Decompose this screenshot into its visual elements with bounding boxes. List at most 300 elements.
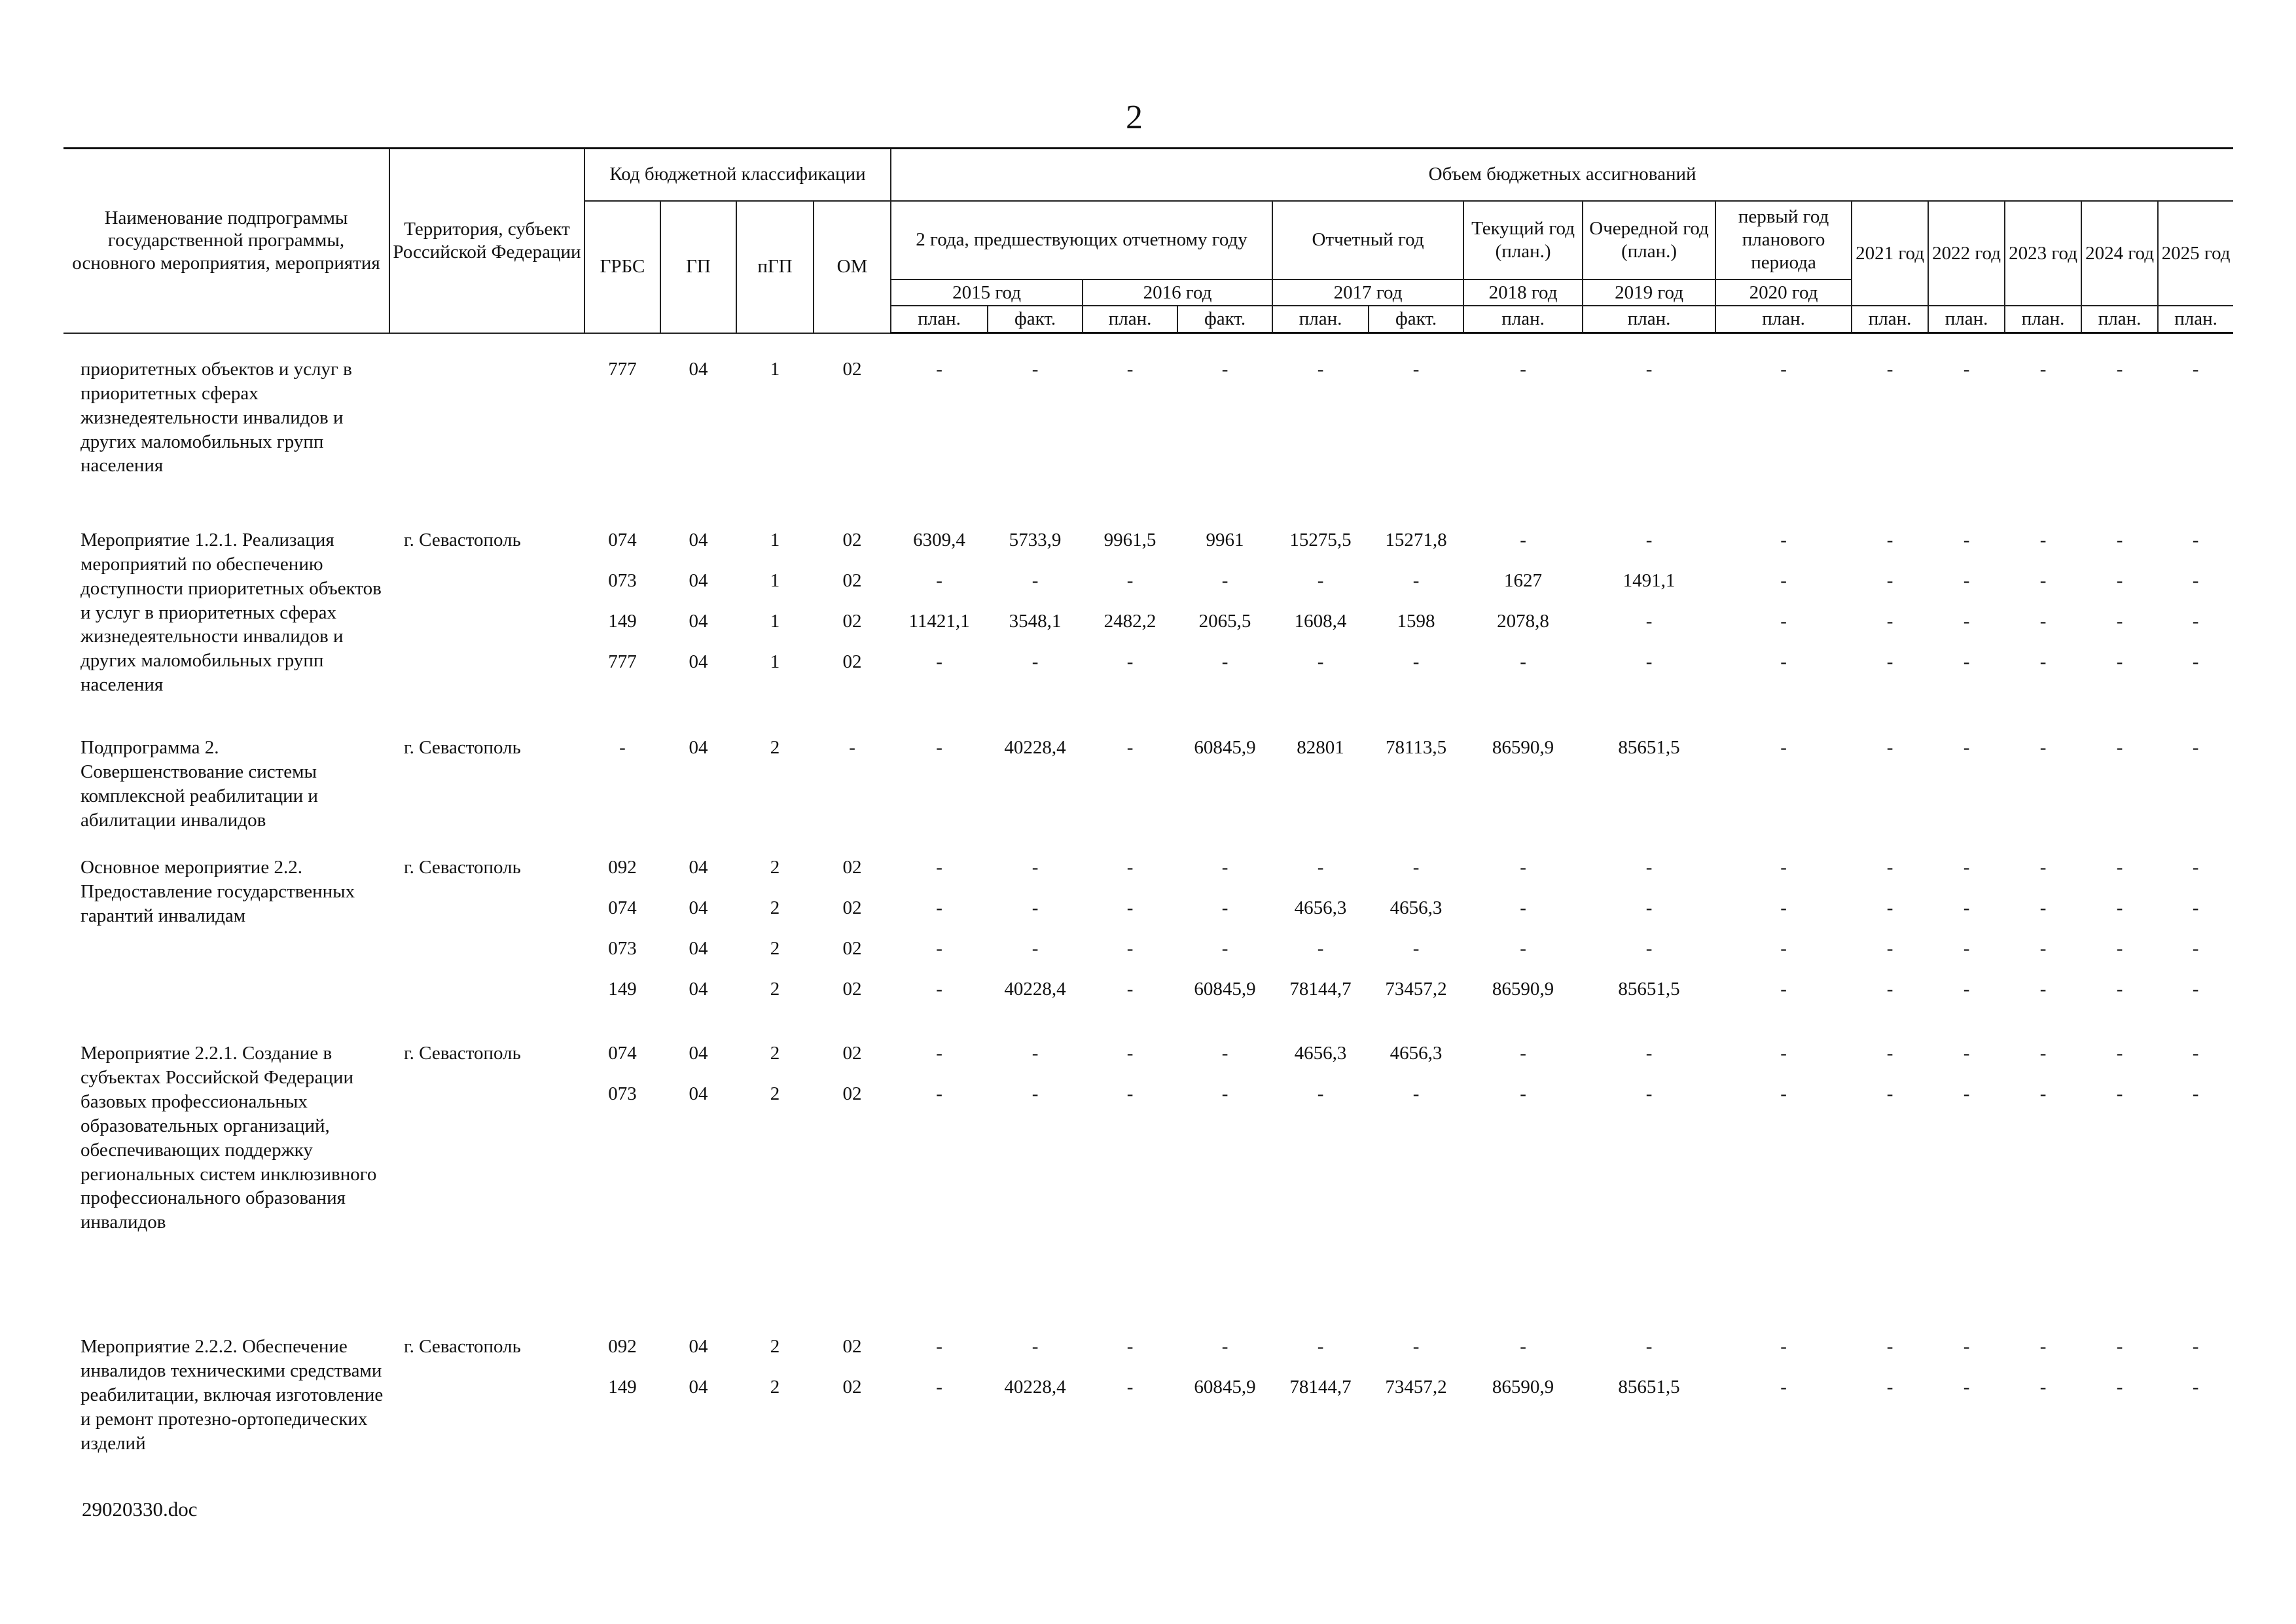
value-cell: - — [2039, 570, 2047, 592]
value-cell: - — [2039, 1043, 2047, 1064]
value-cell: - — [2116, 530, 2123, 551]
value-cell: - — [1031, 938, 1039, 960]
table-row — [63, 528, 2233, 569]
table-row — [63, 1041, 2233, 1082]
value-cell: - — [936, 897, 942, 919]
value-cell: - — [2116, 737, 2123, 759]
header-fact: факт. — [1369, 306, 1463, 333]
value-cell: - — [2192, 1043, 2199, 1064]
value-cell: 15271,8 — [1385, 530, 1447, 551]
value-cell: - — [2039, 737, 2047, 759]
value-cell: - — [1780, 938, 1787, 960]
separator-row — [63, 712, 2233, 736]
code-om: 02 — [842, 897, 862, 919]
code-om: 02 — [842, 1336, 862, 1358]
value-cell: 9961,5 — [1103, 530, 1157, 551]
value-cell: - — [1317, 1336, 1324, 1358]
value-cell: - — [2039, 938, 2047, 960]
table-header — [63, 149, 2233, 333]
value-cell: - — [1645, 857, 1653, 878]
code-om: 02 — [842, 651, 862, 673]
value-cell: - — [2116, 359, 2123, 380]
separator-row — [63, 1018, 2233, 1041]
code-gp: 04 — [689, 359, 708, 380]
value-cell: - — [1780, 530, 1787, 551]
code-pgp: 2 — [770, 1336, 780, 1358]
header-current-year: Текущий год (план.) — [1463, 201, 1583, 280]
value-cell: - — [1520, 857, 1526, 878]
value-cell: - — [1886, 359, 1893, 380]
value-cell: 78113,5 — [1385, 737, 1447, 759]
value-cell: - — [1317, 857, 1324, 878]
code-om: 02 — [842, 530, 862, 551]
header-plan: план. — [1715, 306, 1852, 333]
header-year-2018: 2018 год — [1463, 280, 1583, 306]
separator-cell — [63, 1513, 2233, 1536]
value-cell: - — [2192, 897, 2199, 919]
header-code-group: Код бюджетной классификации — [584, 149, 891, 201]
value-cell: - — [936, 570, 942, 592]
value-cell: 40228,4 — [1004, 1377, 1066, 1398]
code-pgp: 2 — [770, 938, 780, 960]
value-cell: 4656,3 — [1390, 1043, 1443, 1064]
value-cell: - — [1886, 938, 1893, 960]
value-cell: - — [1317, 651, 1324, 673]
value-cell: - — [2116, 1336, 2123, 1358]
header-plan: план. — [2158, 306, 2233, 333]
value-cell: - — [1963, 979, 1970, 1000]
value-cell: - — [1412, 857, 1420, 878]
value-cell: - — [1645, 1083, 1653, 1105]
value-cell: 85651,5 — [1618, 979, 1680, 1000]
header-plan: план. — [1463, 306, 1583, 333]
code-gp: 04 — [689, 979, 708, 1000]
header-grbs: ГРБС — [584, 201, 660, 333]
header-om: ОМ — [814, 201, 891, 333]
value-cell: - — [2039, 1083, 2047, 1105]
value-cell: - — [2192, 530, 2199, 551]
spacer-row — [63, 333, 2233, 358]
value-cell: - — [1126, 979, 1134, 1000]
value-cell: - — [936, 979, 942, 1000]
value-cell: 40228,4 — [1004, 737, 1066, 759]
value-cell: 86590,9 — [1492, 1377, 1554, 1398]
code-gp: 04 — [689, 737, 708, 759]
value-cell: - — [1520, 359, 1526, 380]
code-pgp: 1 — [770, 570, 780, 592]
value-cell: - — [1126, 1043, 1134, 1064]
row-territory: г. Севастополь — [404, 857, 521, 878]
code-om: 02 — [842, 938, 862, 960]
value-cell: 2065,5 — [1198, 611, 1251, 632]
value-cell: 11421,1 — [908, 611, 970, 632]
value-cell: - — [2039, 1336, 2047, 1358]
value-cell: - — [1963, 938, 1970, 960]
code-grbs: - — [619, 737, 626, 759]
code-pgp: 2 — [770, 1377, 780, 1398]
code-om: 02 — [842, 359, 862, 380]
separator-cell — [63, 832, 2233, 856]
spacer-cell — [63, 333, 2233, 358]
separator-cell — [63, 712, 2233, 736]
code-pgp: 2 — [770, 979, 780, 1000]
value-cell: - — [2039, 651, 2047, 673]
footer-filename: 29020330.doc — [82, 1498, 198, 1521]
value-cell: 86590,9 — [1492, 737, 1554, 759]
value-cell: - — [1963, 570, 1970, 592]
value-cell: 3548,1 — [1009, 611, 1062, 632]
value-cell: - — [2039, 611, 2047, 632]
value-cell: - — [1645, 1043, 1653, 1064]
code-pgp: 1 — [770, 611, 780, 632]
value-cell: 82801 — [1297, 737, 1344, 759]
value-cell: - — [1520, 651, 1526, 673]
budget-table-sheet — [63, 147, 2233, 1536]
value-cell: - — [1412, 359, 1420, 380]
header-plan: план. — [1852, 306, 1928, 333]
value-cell: - — [1780, 979, 1787, 1000]
value-cell: - — [936, 737, 942, 759]
value-cell: - — [2039, 1377, 2047, 1398]
header-plan: план. — [2081, 306, 2158, 333]
value-cell: - — [1886, 857, 1893, 878]
row-name: Мероприятие 2.2.1. Создание в субъектах Российской Федерации базовых профессиональных образовательных организаций, обеспечивающих поддержку региональных систем инклюзивного профессионального образования инвалидов — [81, 1043, 377, 1233]
header-year-2023: 2023 год — [2005, 201, 2081, 306]
value-cell: - — [1520, 1336, 1526, 1358]
value-cell: - — [1645, 938, 1653, 960]
value-cell: - — [1780, 1043, 1787, 1064]
value-cell: 78144,7 — [1289, 979, 1352, 1000]
table-body — [63, 333, 2233, 1537]
code-pgp: 2 — [770, 857, 780, 878]
value-cell: - — [2039, 897, 2047, 919]
header-plan: план. — [891, 306, 988, 333]
row-name: приоритетных объектов и услуг в приоритетных сферах жизнедеятельности инвалидов и других маломобильных групп населения — [81, 359, 352, 477]
code-pgp: 1 — [770, 359, 780, 380]
value-cell: - — [1886, 737, 1893, 759]
code-gp: 04 — [689, 530, 708, 551]
table-row — [63, 357, 2233, 505]
code-pgp: 1 — [770, 651, 780, 673]
value-cell: - — [1412, 651, 1420, 673]
value-cell: - — [1412, 1336, 1420, 1358]
value-cell: - — [2192, 857, 2199, 878]
value-cell: 4656,3 — [1294, 1043, 1347, 1064]
header-year-2019: 2019 год — [1583, 280, 1715, 306]
value-cell: - — [1412, 570, 1420, 592]
value-cell: 60845,9 — [1194, 737, 1256, 759]
value-cell: - — [1412, 938, 1420, 960]
row-name: Основное мероприятие 2.2. Предоставление государственных гарантий инвалидам — [81, 857, 355, 927]
value-cell: - — [1317, 359, 1324, 380]
separator-cell — [63, 1018, 2233, 1041]
value-cell: - — [1645, 359, 1653, 380]
value-cell: - — [1221, 1336, 1229, 1358]
value-cell: - — [2192, 737, 2199, 759]
value-cell: - — [936, 359, 942, 380]
value-cell: - — [1317, 1083, 1324, 1105]
code-grbs: 074 — [608, 897, 637, 919]
value-cell: - — [2192, 570, 2199, 592]
value-cell: - — [1031, 897, 1039, 919]
code-gp: 04 — [689, 1083, 708, 1105]
code-gp: 04 — [689, 570, 708, 592]
header-year-2021: 2021 год — [1852, 201, 1928, 306]
code-om: 02 — [842, 570, 862, 592]
value-cell: - — [1780, 570, 1787, 592]
code-grbs: 777 — [608, 651, 637, 673]
value-cell: - — [1031, 359, 1039, 380]
row-territory — [389, 357, 584, 505]
value-cell: - — [2116, 1043, 2123, 1064]
value-cell: - — [2116, 938, 2123, 960]
header-fact: факт. — [988, 306, 1083, 333]
header-year-2025: 2025 год — [2158, 201, 2233, 306]
value-cell: - — [1963, 1043, 1970, 1064]
value-cell: 6309,4 — [913, 530, 965, 551]
value-cell: - — [1886, 570, 1893, 592]
value-cell: - — [1886, 1043, 1893, 1064]
row-name: Мероприятие 1.2.1. Реализация мероприятий по обеспечению доступности приоритетных объектов и услуг в приоритетных сферах жизнедеятельности инвалидов и других маломобильных групп населения — [81, 530, 382, 696]
header-name: Наименование подпрограммы государственной программы, основного мероприятия, мероприятия — [63, 149, 389, 333]
value-cell: 40228,4 — [1004, 979, 1066, 1000]
value-cell: - — [1126, 737, 1134, 759]
code-grbs: 149 — [608, 1377, 637, 1398]
value-cell: - — [1221, 359, 1229, 380]
value-cell: - — [2116, 1083, 2123, 1105]
header-volume: Объем бюджетных ассигнований — [891, 149, 2233, 201]
value-cell: - — [1780, 611, 1787, 632]
value-cell: - — [2192, 979, 2199, 1000]
value-cell: - — [1126, 359, 1134, 380]
code-grbs: 092 — [608, 1336, 637, 1358]
code-grbs: 074 — [608, 1043, 637, 1064]
code-grbs: 073 — [608, 938, 637, 960]
code-pgp: 2 — [770, 1083, 780, 1105]
value-cell: - — [2039, 979, 2047, 1000]
separator-row — [63, 1311, 2233, 1335]
code-om: - — [849, 737, 855, 759]
value-cell: - — [1221, 938, 1229, 960]
value-cell: - — [2116, 979, 2123, 1000]
value-cell: 85651,5 — [1618, 1377, 1680, 1398]
table-row — [63, 736, 2233, 832]
value-cell: - — [1412, 1083, 1420, 1105]
value-cell: - — [1886, 1336, 1893, 1358]
value-cell: - — [1126, 1336, 1134, 1358]
value-cell: - — [1963, 897, 1970, 919]
value-cell: 85651,5 — [1618, 737, 1680, 759]
code-gp: 04 — [689, 1336, 708, 1358]
value-cell: 15275,5 — [1289, 530, 1352, 551]
header-plan: план. — [1928, 306, 2005, 333]
value-cell: - — [1886, 897, 1893, 919]
value-cell: - — [1126, 570, 1134, 592]
value-cell: 1491,1 — [1623, 570, 1676, 592]
value-cell: - — [936, 651, 942, 673]
code-gp: 04 — [689, 897, 708, 919]
value-cell: - — [2116, 857, 2123, 878]
value-cell: - — [1317, 938, 1324, 960]
code-om: 02 — [842, 979, 862, 1000]
code-grbs: 073 — [608, 570, 637, 592]
header-year-2022: 2022 год — [1928, 201, 2005, 306]
separator-cell — [63, 1311, 2233, 1335]
code-om: 02 — [842, 857, 862, 878]
value-cell: - — [1963, 611, 1970, 632]
row-territory: г. Севастополь — [404, 737, 521, 759]
value-cell: 1598 — [1397, 611, 1435, 632]
value-cell: - — [1780, 359, 1787, 380]
code-gp: 04 — [689, 1377, 708, 1398]
header-fact: факт. — [1177, 306, 1272, 333]
value-cell: - — [1780, 897, 1787, 919]
value-cell: 4656,3 — [1294, 897, 1347, 919]
value-cell: - — [936, 1336, 942, 1358]
value-cell: - — [1126, 897, 1134, 919]
value-cell: - — [1031, 1043, 1039, 1064]
value-cell: 2482,2 — [1103, 611, 1157, 632]
code-pgp: 2 — [770, 1043, 780, 1064]
value-cell: - — [1963, 651, 1970, 673]
header-next-year: Очередной год (план.) — [1583, 201, 1715, 280]
value-cell: - — [1126, 1377, 1134, 1398]
value-cell: - — [1520, 938, 1526, 960]
value-cell: 1627 — [1504, 570, 1543, 592]
row-territory: г. Севастополь — [404, 530, 521, 551]
header-plan: план. — [1083, 306, 1177, 333]
value-cell: - — [1780, 1336, 1787, 1358]
value-cell: - — [1886, 530, 1893, 551]
code-om: 02 — [842, 1043, 862, 1064]
code-om: 02 — [842, 1083, 862, 1105]
value-cell: - — [2116, 651, 2123, 673]
value-cell: - — [1963, 1336, 1970, 1358]
value-cell: 86590,9 — [1492, 979, 1554, 1000]
code-grbs: 073 — [608, 1083, 637, 1105]
code-grbs: 777 — [608, 359, 637, 380]
value-cell: - — [1520, 530, 1526, 551]
header-plan: план. — [2005, 306, 2081, 333]
value-cell: 9961 — [1206, 530, 1244, 551]
value-cell: - — [1963, 857, 1970, 878]
value-cell: - — [1317, 570, 1324, 592]
value-cell: - — [1031, 857, 1039, 878]
code-gp: 04 — [689, 857, 708, 878]
value-cell: 2078,8 — [1497, 611, 1549, 632]
value-cell: 78144,7 — [1289, 1377, 1352, 1398]
value-cell: - — [2039, 530, 2047, 551]
code-gp: 04 — [689, 1043, 708, 1064]
value-cell: - — [936, 857, 942, 878]
value-cell: - — [2039, 857, 2047, 878]
value-cell: - — [1031, 651, 1039, 673]
code-grbs: 149 — [608, 611, 637, 632]
value-cell: - — [2192, 1336, 2199, 1358]
code-grbs: 149 — [608, 979, 637, 1000]
value-cell: - — [1031, 1083, 1039, 1105]
header-plan: план. — [1583, 306, 1715, 333]
value-cell: - — [1886, 979, 1893, 1000]
row-name: Подпрограмма 2. Совершенствование системы комплексной реабилитации и абилитации инвалидов — [81, 737, 318, 831]
value-cell: - — [2192, 938, 2199, 960]
value-cell: - — [1963, 359, 1970, 380]
value-cell: - — [936, 1083, 942, 1105]
value-cell: - — [1520, 1043, 1526, 1064]
value-cell: 1608,4 — [1294, 611, 1347, 632]
code-gp: 04 — [689, 938, 708, 960]
value-cell: 73457,2 — [1385, 1377, 1447, 1398]
row-territory: г. Севастополь — [404, 1043, 521, 1064]
value-cell: 60845,9 — [1194, 1377, 1256, 1398]
table-row — [63, 856, 2233, 896]
header-gp: ГП — [660, 201, 736, 333]
page-number: 2 — [1126, 99, 1143, 136]
code-om: 02 — [842, 611, 862, 632]
value-cell: 60845,9 — [1194, 979, 1256, 1000]
value-cell: - — [1886, 651, 1893, 673]
code-pgp: 2 — [770, 897, 780, 919]
value-cell: - — [2039, 359, 2047, 380]
value-cell: - — [1221, 651, 1229, 673]
value-cell: - — [1780, 651, 1787, 673]
value-cell: - — [936, 1043, 942, 1064]
header-year-2024: 2024 год — [2081, 201, 2158, 306]
header-year-2015: 2015 год — [891, 280, 1083, 306]
header-year-2016: 2016 год — [1083, 280, 1272, 306]
value-cell: - — [1645, 530, 1653, 551]
value-cell: - — [2192, 1377, 2199, 1398]
value-cell: - — [2192, 1083, 2199, 1105]
row-territory: г. Севастополь — [404, 1336, 521, 1358]
value-cell: 73457,2 — [1385, 979, 1447, 1000]
value-cell: - — [1221, 1043, 1229, 1064]
value-cell: - — [1126, 1083, 1134, 1105]
row-name: Мероприятие 2.2.2. Обеспечение инвалидов техническими средствами реабилитации, включая изготовление и ремонт протезно-ортопедических изделий — [81, 1336, 384, 1454]
value-cell: - — [1126, 857, 1134, 878]
value-cell: - — [1645, 611, 1653, 632]
value-cell: - — [1520, 897, 1526, 919]
value-cell: - — [1780, 857, 1787, 878]
value-cell: - — [2192, 651, 2199, 673]
separator-cell — [63, 505, 2233, 528]
value-cell: - — [1645, 1336, 1653, 1358]
value-cell: - — [1221, 570, 1229, 592]
header-plan: план. — [1272, 306, 1369, 333]
value-cell: - — [1963, 737, 1970, 759]
header-two-years: 2 года, предшествующих отчетному году — [891, 201, 1272, 280]
value-cell: - — [1645, 651, 1653, 673]
value-cell: - — [1031, 570, 1039, 592]
value-cell: - — [1780, 737, 1787, 759]
separator-row — [63, 832, 2233, 856]
header-first-plan-year: первый год планового периода — [1715, 201, 1852, 280]
value-cell: 4656,3 — [1390, 897, 1443, 919]
value-cell: - — [2116, 611, 2123, 632]
header-year-2017: 2017 год — [1272, 280, 1463, 306]
value-cell: - — [1221, 857, 1229, 878]
value-cell: - — [2116, 1377, 2123, 1398]
code-pgp: 2 — [770, 737, 780, 759]
header-pgp: пГП — [736, 201, 814, 333]
code-om: 02 — [842, 1377, 862, 1398]
value-cell: - — [1963, 530, 1970, 551]
value-cell: - — [1126, 651, 1134, 673]
value-cell: - — [2116, 570, 2123, 592]
value-cell: - — [1221, 1083, 1229, 1105]
header-report-year: Отчетный год — [1272, 201, 1463, 280]
value-cell: - — [2192, 611, 2199, 632]
